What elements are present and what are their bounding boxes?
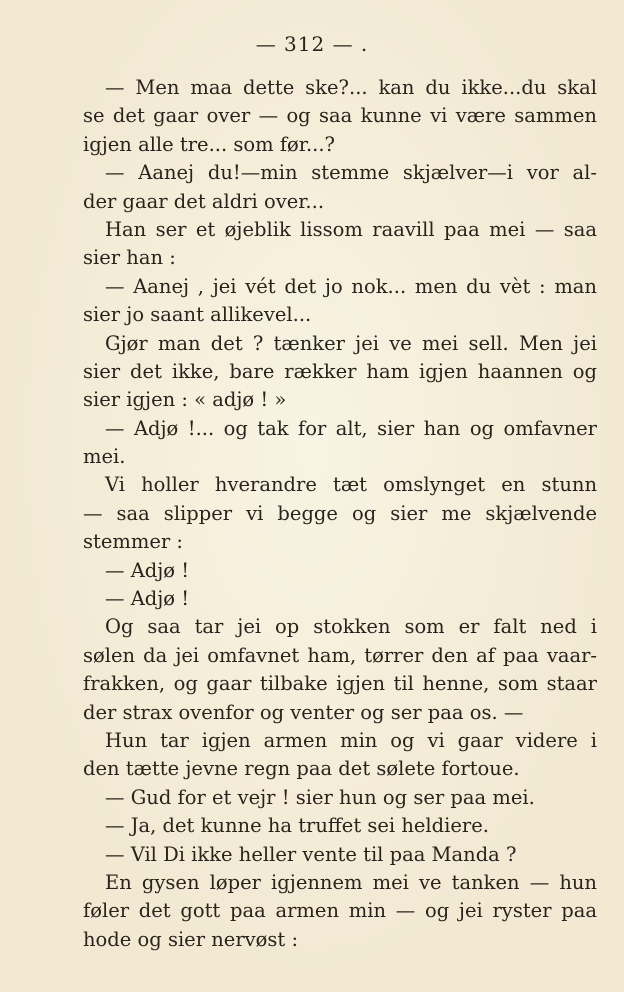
text-line: sier han : [83, 246, 176, 270]
text-line: der strax ovenfor og venter og ser paa os. — [83, 700, 524, 724]
text-line: mei. [83, 445, 126, 469]
text-line: igjen alle tre... som før...? [83, 132, 336, 156]
text-line: — Gud for et vejr ! sier hun og ser paa mei. [105, 785, 535, 809]
text-line: — Adjø !... og tak for alt, sier han og omfavner [105, 416, 597, 440]
text-line: Vi holler hverandre tæt omslynget en stunn [105, 473, 597, 497]
text-line: sier igjen : « adjø ! » [83, 388, 287, 412]
text-line: hode og sier nervøst : [83, 927, 299, 951]
text-line: — Adjø ! [105, 558, 190, 582]
text-line: — Men maa dette ske?... kan du ikke...du skal [105, 76, 597, 99]
page-number: — 312 — . [255, 32, 369, 56]
text-line: — Adjø ! [105, 587, 190, 611]
text-line: føler det gott paa armen min — og jei ryster paa [83, 899, 597, 923]
text-line: se det gaar over — og saa kunne vi være sammen [83, 104, 597, 128]
text-line: En gysen løper igjennem mei ve tanken — hun [105, 870, 597, 894]
text-line: — Ja, det kunne ha truffet sei heldiere. [105, 814, 489, 838]
text-line: Gjør man det ? tænker jei ve mei sell. Men jei [105, 331, 597, 355]
text-line: frakken, og gaar tilbake igjen til henne, som staar [83, 672, 597, 696]
text-line: sier det ikke, bare rækker ham igjen haannen og [83, 359, 597, 383]
text-line: — saa slipper vi begge og sier me skjælvende [83, 501, 597, 525]
text-line: — Aanej du!—min stemme skjælver—i vor al- [105, 161, 597, 185]
text-line: den tætte jevne regn paa det sølete fortoue. [83, 757, 520, 781]
text-line: — Aanej , jei vét det jo nok... men du vèt : man [105, 274, 597, 298]
text-line: — Vil Di ikke heller vente til paa Manda ? [105, 842, 517, 866]
text-line: stemmer : [83, 530, 183, 554]
text-line: Han ser et øjeblik lissom raavill paa mei — saa [105, 217, 597, 241]
text-line: sølen da jei omfavnet ham, tørrer den af paa vaar- [83, 643, 597, 667]
text-line: sier jo saant allikevel... [83, 303, 312, 327]
text-line: Hun tar igjen armen min og vi gaar videre i [105, 728, 597, 752]
text-line: der gaar det aldri over... [83, 189, 325, 213]
text-body [83, 74, 597, 954]
text-line: Og saa tar jei op stokken som er falt ned i [105, 615, 597, 639]
